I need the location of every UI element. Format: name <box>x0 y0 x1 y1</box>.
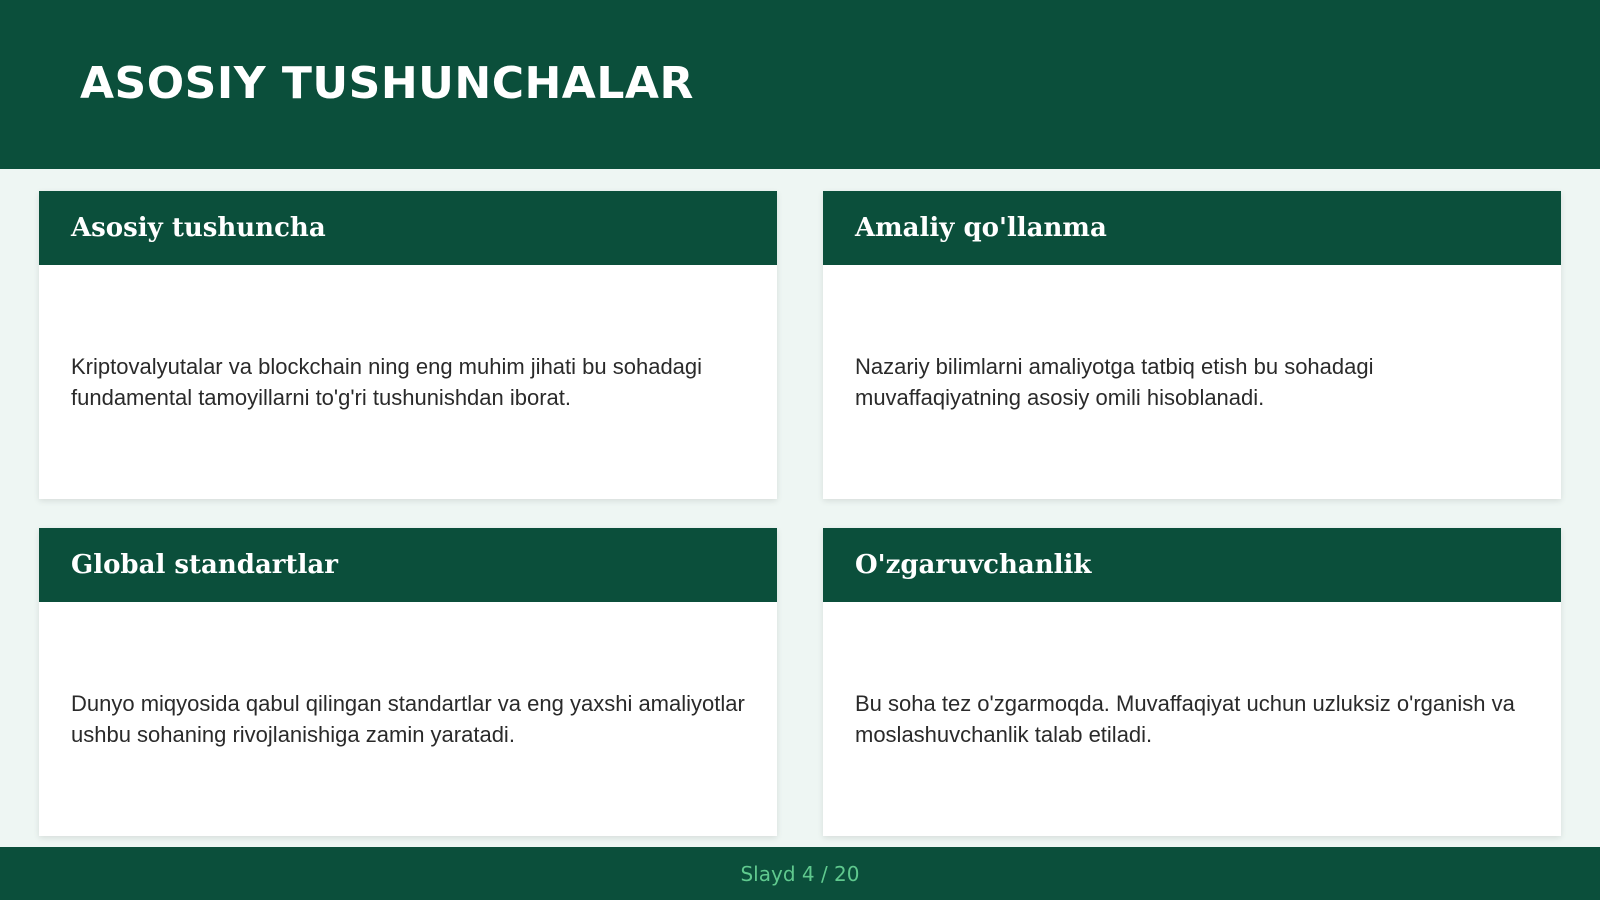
card-body <box>823 602 1561 836</box>
card-ozgaruvchanlik <box>823 528 1561 836</box>
card-body <box>823 265 1561 499</box>
card-text: Bu soha tez o'zgarmoqda. Muvaffaqiyat uchun uzluksiz o'rganish va moslashuvchanlik talab etiladi. <box>855 691 1515 747</box>
card-grid <box>39 191 1561 836</box>
card-title: Asosiy tushuncha <box>71 213 326 243</box>
card-text: Kriptovalyutalar va blockchain ning eng muhim jihati bu sohadagi fundamental tamoyillarni to'g'ri tushunishdan iborat. <box>71 354 703 410</box>
card-title: Amaliy qo'llanma <box>855 213 1107 243</box>
card-body <box>39 602 777 836</box>
card-header <box>39 191 777 265</box>
page-title: ASOSIY TUSHUNCHALAR <box>80 58 694 109</box>
card-asosiy-tushuncha <box>39 191 777 499</box>
card-title: O'zgaruvchanlik <box>855 550 1092 580</box>
card-text: Nazariy bilimlarni amaliyotga tatbiq etish bu sohadagi muvaffaqiyatning asosiy omili hisoblanadi. <box>855 354 1374 410</box>
slide-footer <box>0 847 1600 900</box>
card-global-standartlar <box>39 528 777 836</box>
card-header <box>823 191 1561 265</box>
card-text: Dunyo miqyosida qabul qilingan standartlar va eng yaxshi amaliyotlar ushbu sohaning rivojlanishiga zamin yaratadi. <box>71 691 745 747</box>
slide-header <box>0 0 1600 169</box>
card-title: Global standartlar <box>71 550 338 580</box>
card-body <box>39 265 777 499</box>
card-amaliy-qollanma <box>823 191 1561 499</box>
slide-counter: Slayd 4 / 20 <box>740 861 860 886</box>
card-header <box>823 528 1561 602</box>
card-header <box>39 528 777 602</box>
